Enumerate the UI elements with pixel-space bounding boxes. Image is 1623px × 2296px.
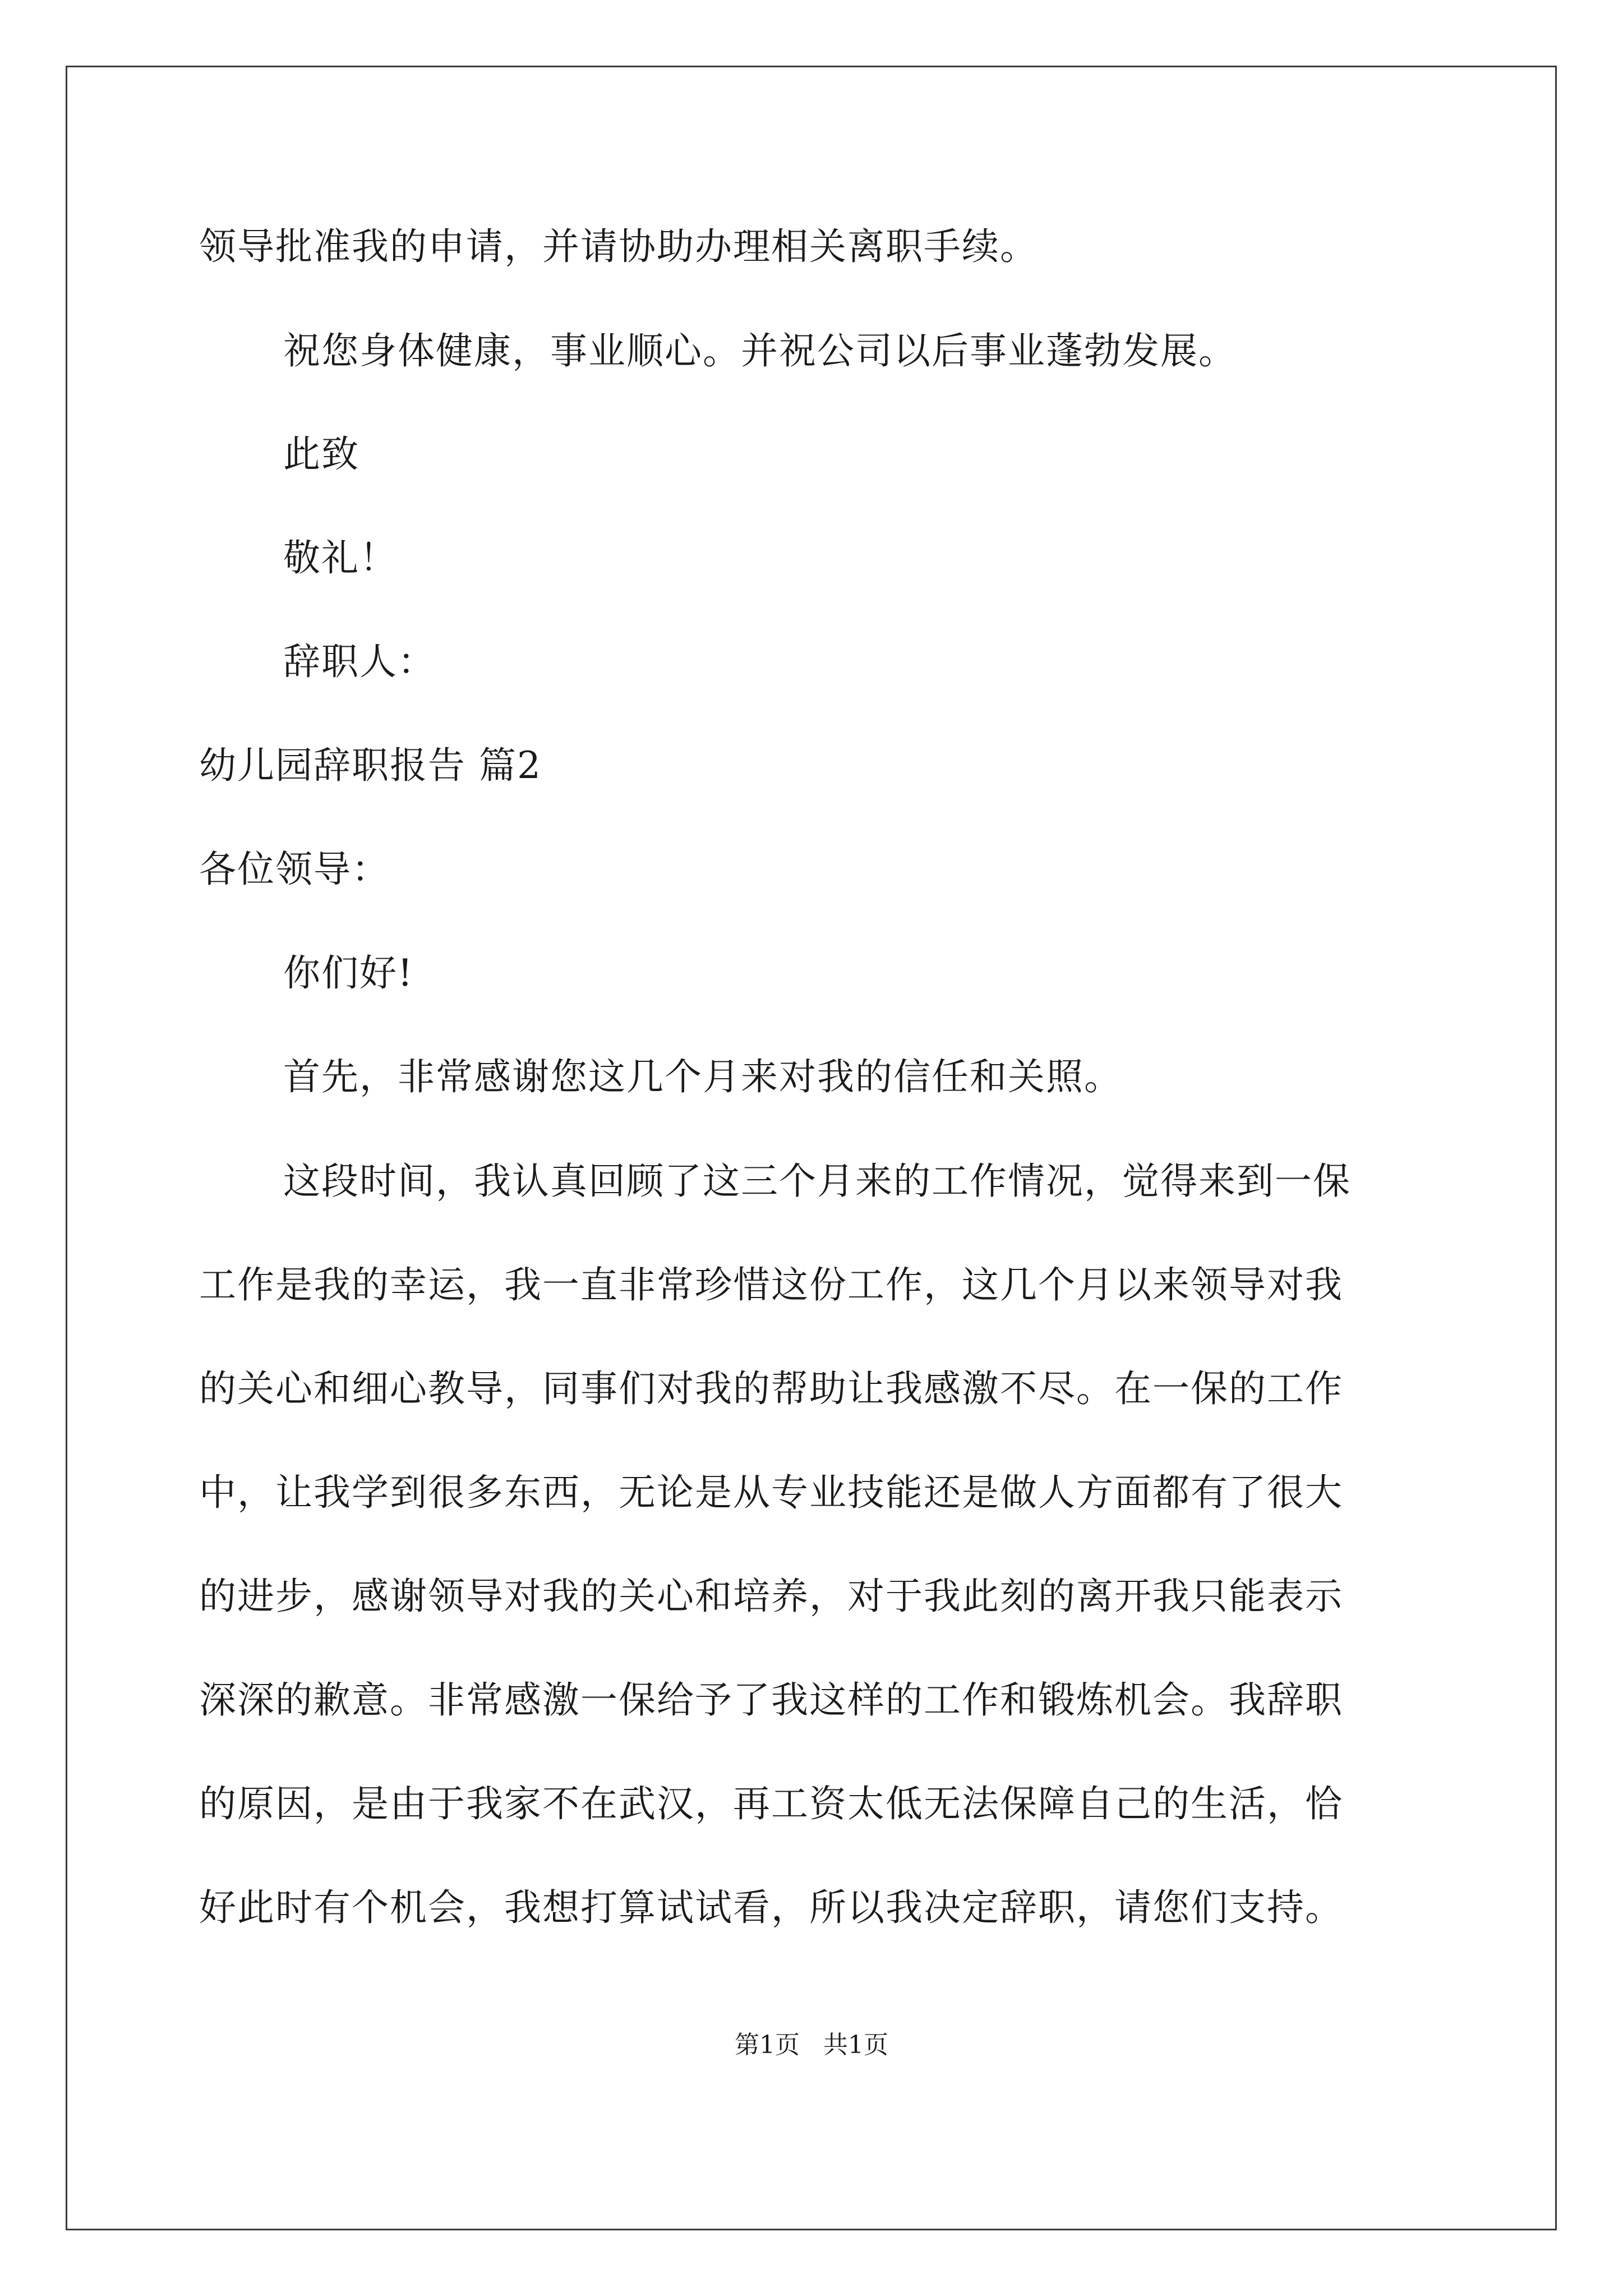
body-line: 工作是我的幸运，我一直非常珍惜这份工作，这几个月以来领导对我 — [199, 1263, 1343, 1306]
body-line: 的进步，感谢领导对我的关心和培养，对于我此刻的离开我只能表示 — [199, 1575, 1343, 1618]
page-number-footer: 第1页 共1页 — [735, 2031, 888, 2059]
body-line: 的原因，是由于我家不在武汉，再工资太低无法保障自己的生活，恰 — [199, 1782, 1343, 1825]
body-line: 这段时间，我认真回顾了这三个月来的工作情况，觉得来到一保 — [283, 1159, 1351, 1203]
signature-label: 辞职人： — [283, 640, 436, 683]
section-heading: 幼儿园辞职报告 篇2 — [199, 744, 542, 787]
greeting: 各位领导： — [199, 848, 390, 891]
body-line: 领导批准我的申请，并请协助办理相关离职手续。 — [199, 225, 1038, 268]
body-line: 中，让我学到很多东西，无论是从专业技能还是做人方面都有了很大 — [199, 1471, 1343, 1514]
greeting-line: 你们好! — [283, 951, 414, 995]
body-line: 的关心和细心教导，同事们对我的帮助让我感激不尽。在一保的工作 — [199, 1367, 1343, 1410]
body-line: 深深的歉意。非常感激一保给予了我这样的工作和锻炼机会。我辞职 — [199, 1678, 1343, 1722]
closing-regards: 敬礼！ — [283, 536, 398, 579]
closing-salutation: 此致 — [283, 432, 359, 476]
body-line: 祝您身体健康，事业顺心。并祝公司以后事业蓬勃发展。 — [283, 329, 1237, 372]
body-line: 首先，非常感谢您这几个月来对我的信任和关照。 — [283, 1055, 1122, 1098]
body-line: 好此时有个机会，我想打算试试看，所以我决定辞职，请您们支持。 — [199, 1886, 1343, 1929]
